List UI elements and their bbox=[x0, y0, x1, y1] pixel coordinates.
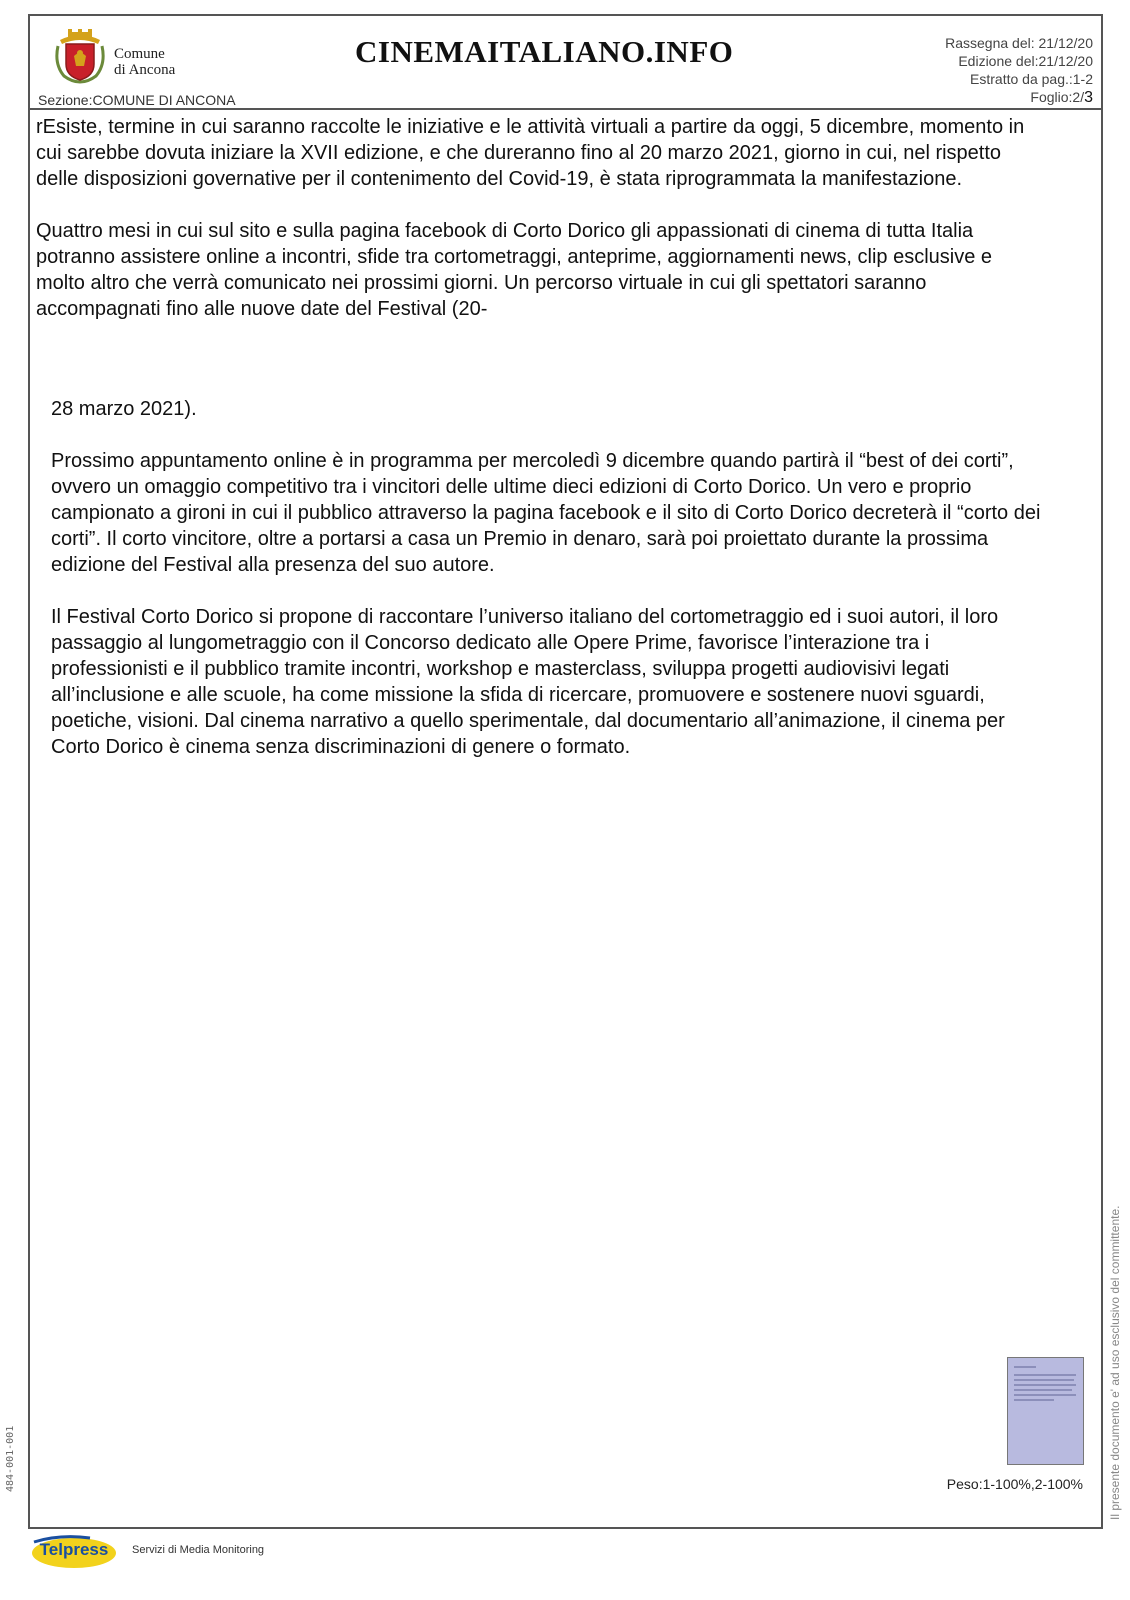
foglio-total: 3 bbox=[1084, 89, 1093, 106]
crest-icon bbox=[54, 26, 106, 84]
article-body-part1 bbox=[36, 114, 1046, 322]
telpress-logo bbox=[30, 1532, 118, 1572]
thumbnail-line bbox=[1014, 1366, 1036, 1368]
thumbnail-line bbox=[1014, 1399, 1054, 1401]
rassegna-date: Rassegna del: 21/12/20 bbox=[945, 35, 1093, 51]
estratto-pages: Estratto da pag.:1-2 bbox=[970, 71, 1093, 87]
comune-line2: di Ancona bbox=[114, 62, 176, 78]
usage-disclaimer: Il presente documento e' ad uso esclusivo del committente. bbox=[1108, 1205, 1122, 1520]
thumbnail-line bbox=[1014, 1389, 1072, 1391]
thumbnail-line bbox=[1014, 1384, 1076, 1386]
edizione-date: Edizione del:21/12/20 bbox=[958, 53, 1093, 69]
comune-name bbox=[114, 46, 175, 78]
thumbnail-line bbox=[1014, 1374, 1076, 1376]
comune-line1: Comune bbox=[114, 46, 165, 62]
document-code: 484-001-001 bbox=[5, 1425, 16, 1492]
thumbnail-line bbox=[1014, 1379, 1074, 1381]
section-label: Sezione:COMUNE DI ANCONA bbox=[38, 92, 236, 108]
press-review-meta bbox=[945, 34, 1093, 107]
paragraph: 28 marzo 2021). bbox=[51, 398, 197, 420]
services-tagline: Servizi di Media Monitoring bbox=[132, 1544, 265, 1556]
paragraph: rEsiste, termine in cui saranno raccolte le iniziative e le attività virtuali a partire da oggi, 5 dicembre, momento in cui sarebbe dovuta iniziare la XVII edizione, e che dureranno fino al 20 marzo 2021, giorno in cui, nel rispetto delle disposizioni governative per il contenimento del Covid-19, è stata riprogrammata la manifestazione. bbox=[36, 116, 1025, 190]
paragraph: Quattro mesi in cui sul sito e sulla pagina facebook di Corto Dorico gli appassionati di cinema di tutta Italia potranno assistere online a incontri, sfide tra cortometraggi, anteprime, aggiornamenti news, clip esclusive e molto altro che verrà comunicato nei prossimi giorni. Un percorso virtuale in cui gli spettatori saranno accompagnati fino alle nuove date del Festival (20- bbox=[36, 220, 993, 320]
peso-label: Peso:1-100%,2-100% bbox=[946, 1476, 1083, 1492]
thumbnail-line bbox=[1014, 1394, 1076, 1396]
paragraph: Prossimo appuntamento online è in programma per mercoledì 9 dicembre quando partirà il “best of dei corti”, ovvero un omaggio competitivo tra i vincitori delle ultime dieci edizioni di Corto Dorico. Un vero e proprio campionato a gironi in cui il pubblico attraverso la pagina facebook e il sito di Corto Dorico decreterà il “corto dei corti”. Il corto vincitore, oltre a portarsi a casa un Premio in denaro, sarà poi proiettato durante la prossima edizione del Festival alla presenza del suo autore. bbox=[51, 450, 1041, 576]
telpress-logo-text: Telpress bbox=[39, 1540, 109, 1559]
foglio-prefix: Foglio:2/ bbox=[1030, 89, 1085, 105]
publication-title: CINEMAITALIANO.INFO bbox=[355, 34, 734, 69]
paragraph: Il Festival Corto Dorico si propone di raccontare l’universo italiano del cortometraggio ed i suoi autori, il loro passaggio al lungometraggio con il Concorso dedicato alle Opere Prime, favorisce l’interazione tra i professionisti e il pubblico tramite incontri, workshop e masterclass, sviluppa progetti audiovisivi legati all’inclusione e alle scuole, ha come missione la sfida di ricercare, promuovere e sostenere nuovi sguardi, poetiche, visioni. Dal cinema narrativo a quello sperimentale, dal documentario all’animazione, il cinema per Corto Dorico è cinema senza discriminazioni di genere o formato. bbox=[51, 606, 1005, 758]
page-thumbnail bbox=[1007, 1357, 1084, 1465]
foglio-number bbox=[945, 88, 1093, 107]
page-header bbox=[30, 16, 1101, 110]
article-body-part2 bbox=[51, 396, 1051, 760]
